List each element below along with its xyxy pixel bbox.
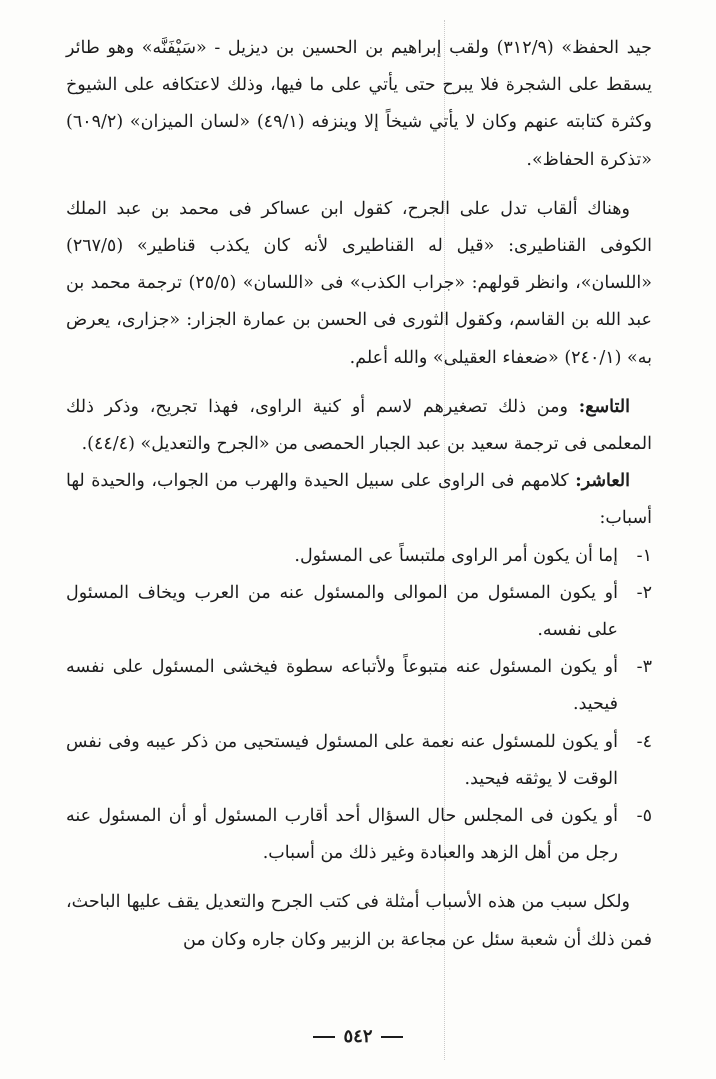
list-item-text: أو يكون المسئول عنه متبوعاً ولأتباعه سطوة فيخشى المسئول على نفسه فيحيد. (66, 657, 618, 715)
paragraph-3-heading: التاسع: (578, 396, 630, 417)
list-item-number: ٥- (636, 806, 652, 827)
page-number-dash-right (381, 1036, 403, 1038)
list-item (66, 538, 652, 575)
list-item-number: ٢- (636, 582, 652, 603)
list-item-text: أو يكون المسئول من الموالى والمسئول عنه من العرب ويخاف المسئول على نفسه. (66, 582, 618, 641)
list-item (66, 575, 652, 649)
page-body (66, 30, 652, 959)
paragraph-4-text: كلامهم فى الراوى على سبيل الحيدة والهرب من الجواب، والحيدة لها أسباب: (66, 471, 652, 529)
list-item (66, 649, 652, 723)
page-number-value: ٥٤٢ (343, 1026, 373, 1047)
paragraph-3 (66, 389, 652, 463)
list-item (66, 724, 652, 798)
paragraph-1: جيد الحفظ» (٣١٢/٩) ولقب إبراهيم بن الحسين بن ديزيل - «سَيْفَنَّه» وهو طائر يسقط على الشجرة فلا يبرح حتى يأتي على ما فيها، وذلك لاعتكافه على الشيوخ وكثرة كتابته عنهم وكان لا يأتي شيخاً إلا وينزفه (٤٩/١) «لسان الميزان» (٦٠٩/٢) «تذكرة الحفاظ». (66, 38, 652, 170)
list-item-number: ١- (636, 545, 652, 566)
paragraph-4-heading: العاشر: (575, 471, 630, 492)
paragraph-2: وهناك ألقاب تدل على الجرح، كقول ابن عساكر فى محمد بن عبد الملك الكوفى القناطيرى: «قيل له القناطيرى لأنه كان يكذب قناطير» (٢٦٧/٥) «اللسان»، وانظر قولهم: «جراب الكذب» فى «اللسان» (٢٥/٥) ترجمة محمد بن عبد الله بن القاسم، وكقول الثورى فى الحسن بن عمارة الجزار: «جزارى، يعرض به» (٢٤٠/١) «ضعفاء العقيلى» والله أعلم. (66, 198, 652, 368)
list-item (66, 798, 652, 872)
list-item-text: أو يكون للمسئول عنه نعمة على المسئول فيستحيى من ذكر عيبه وفى نفس الوقت لا يوثقه فيحيد. (66, 731, 618, 789)
page-number-dash-left (313, 1036, 335, 1038)
list-item-text: إما أن يكون أمر الراوى ملتبساً عى المسئول. (294, 545, 618, 566)
paragraph-3-text: ومن ذلك تصغيرهم لاسم أو كنية الراوى، فهذا تجريح، وذكر ذلك المعلمى فى ترجمة سعيد بن عبد الجبار الحمصى من «الجرح والتعديل» (٤٤/٤). (66, 396, 652, 455)
reasons-list (66, 538, 652, 873)
paragraph-5: ولكل سبب من هذه الأسباب أمثلة فى كتب الجرح والتعديل يقف عليها الباحث، فمن ذلك أن شعبة سئل عن مجاعة بن الزبير وكان جاره وكان من (66, 892, 652, 950)
list-item-number: ٤- (636, 731, 652, 752)
list-item-number: ٣- (636, 657, 652, 678)
list-item-text: أو يكون فى المجلس حال السؤال أحد أقارب المسئول أو أن المسئول عنه رجل من أهل الزهد والعبادة وغير ذلك من أسباب. (66, 806, 618, 864)
page-number (0, 1026, 716, 1047)
paragraph-4 (66, 463, 652, 537)
